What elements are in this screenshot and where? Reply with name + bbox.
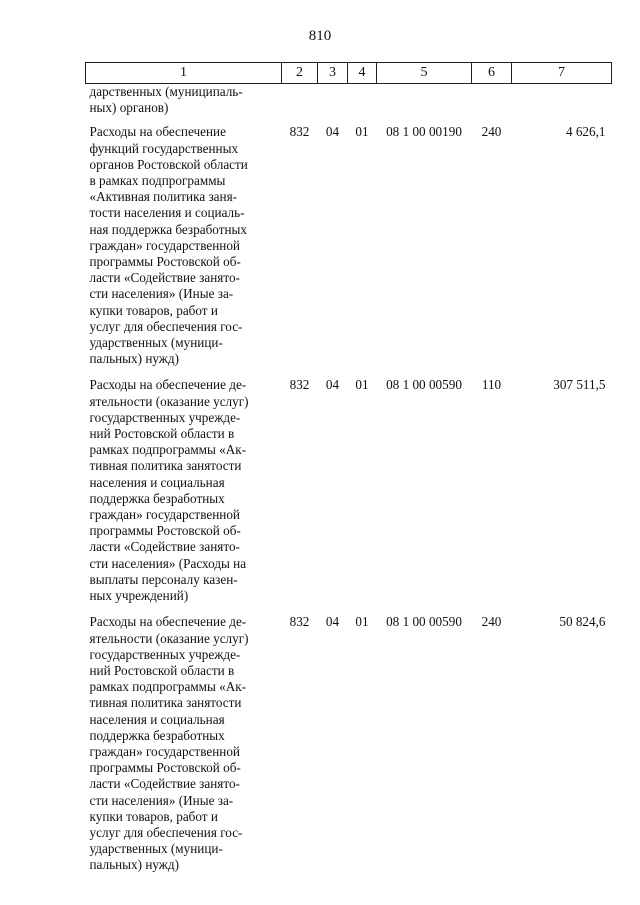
continuation-row [86, 84, 612, 125]
target-item-code: 08 1 00 00190 [386, 124, 462, 140]
subsection-code: 01 [355, 124, 369, 140]
desc-line: ласти «Содействие занято- [89, 270, 240, 286]
desc-line: сти населения» (Расходы на [89, 555, 247, 571]
amount: 307 511,5 [553, 377, 606, 393]
desc-line: ная поддержка безработных [89, 221, 247, 237]
desc-line: дарственных (муниципаль- [89, 84, 243, 99]
desc-line: пальных) нужд) [89, 857, 180, 873]
desc-line: выплаты персоналу казен- [89, 571, 238, 587]
desc-line: программы Ростовской об- [89, 760, 241, 776]
desc-line: услуг для обеспечения гос- [89, 318, 243, 334]
desc-line: пальных) нужд) [89, 351, 180, 367]
header-col-7: 7 [512, 63, 612, 84]
desc-line: ятельности (оказание услуг) [89, 393, 249, 409]
ministry-code: 832 [289, 614, 310, 630]
desc-line: Расходы на обеспечение де- [89, 377, 247, 393]
desc-line: государственных учрежде- [89, 646, 241, 662]
budget-table [85, 62, 612, 884]
subsection-code: 01 [355, 377, 369, 393]
desc-line: «Активная политика заня- [89, 189, 238, 205]
desc-line: тивная политика занятости [89, 458, 242, 474]
desc-line: органов Ростовской области [89, 156, 248, 172]
header-row [86, 63, 612, 84]
header-col-4: 4 [348, 63, 377, 84]
desc-line: граждан» государственной [89, 507, 240, 523]
desc-line: рамках подпрограммы «Ак- [89, 679, 247, 695]
header-col-5: 5 [377, 63, 472, 84]
desc-line: купки товаров, работ и [89, 808, 218, 824]
ministry-code: 832 [289, 377, 310, 393]
desc-line: сти населения» (Иные за- [89, 286, 234, 302]
desc-line: граждан» государственной [89, 237, 240, 253]
desc-line: в рамках подпрограммы [89, 173, 226, 189]
desc-line: услуг для обеспечения гос- [89, 824, 243, 840]
expense-type-code: 240 [481, 124, 502, 140]
desc-line: рамках подпрограммы «Ак- [89, 442, 247, 458]
desc-line: ний Ростовской области в [89, 662, 235, 678]
header-col-2: 2 [282, 63, 318, 84]
desc-line: ласти «Содействие занято- [89, 539, 240, 555]
header-col-6: 6 [472, 63, 512, 84]
section-code: 04 [325, 614, 340, 630]
desc-line: поддержка безработных [89, 727, 225, 743]
expense-type-code: 240 [481, 614, 502, 630]
desc-line: государственных учрежде- [89, 409, 241, 425]
row-description [86, 614, 282, 883]
table-row [86, 614, 612, 883]
table-row [86, 124, 612, 377]
desc-line: сти населения» (Иные за- [89, 792, 234, 808]
header-col-1: 1 [86, 63, 282, 84]
amount: 4 626,1 [565, 124, 606, 140]
desc-line: ударственных (муници- [89, 841, 223, 857]
desc-line: Расходы на обеспечение [89, 124, 226, 140]
row-description [86, 377, 282, 614]
desc-line: купки товаров, работ и [89, 302, 218, 318]
section-code: 04 [325, 124, 340, 140]
continuation-description [86, 84, 282, 125]
row-description [86, 124, 282, 377]
desc-line: населения и социальная [89, 474, 225, 490]
ministry-code: 832 [289, 124, 310, 140]
desc-line: ных) органов) [89, 100, 169, 116]
subsection-code: 01 [355, 614, 369, 630]
amount: 50 824,6 [559, 614, 606, 630]
desc-line: функций государственных [89, 140, 239, 156]
section-code: 04 [325, 377, 340, 393]
desc-line: ний Ростовской области в [89, 426, 235, 442]
desc-line: ударственных (муници- [89, 335, 223, 351]
expense-type-code: 110 [481, 377, 502, 393]
desc-line: ятельности (оказание услуг) [89, 630, 249, 646]
target-item-code: 08 1 00 00590 [386, 614, 462, 630]
desc-line: граждан» государственной [89, 743, 240, 759]
desc-line: программы Ростовской об- [89, 523, 241, 539]
desc-line: населения и социальная [89, 711, 225, 727]
desc-line: ласти «Содействие занято- [89, 776, 240, 792]
page-number: 810 [308, 28, 332, 44]
desc-line: тости населения и социаль- [89, 205, 245, 221]
target-item-code: 08 1 00 00590 [386, 377, 462, 393]
table-row [86, 377, 612, 614]
desc-line: программы Ростовской об- [89, 254, 241, 270]
desc-line: Расходы на обеспечение де- [89, 614, 247, 630]
desc-line: ных учреждений) [89, 588, 189, 604]
desc-line: тивная политика занятости [89, 695, 242, 711]
header-col-3: 3 [318, 63, 348, 84]
desc-line: поддержка безработных [89, 490, 225, 506]
